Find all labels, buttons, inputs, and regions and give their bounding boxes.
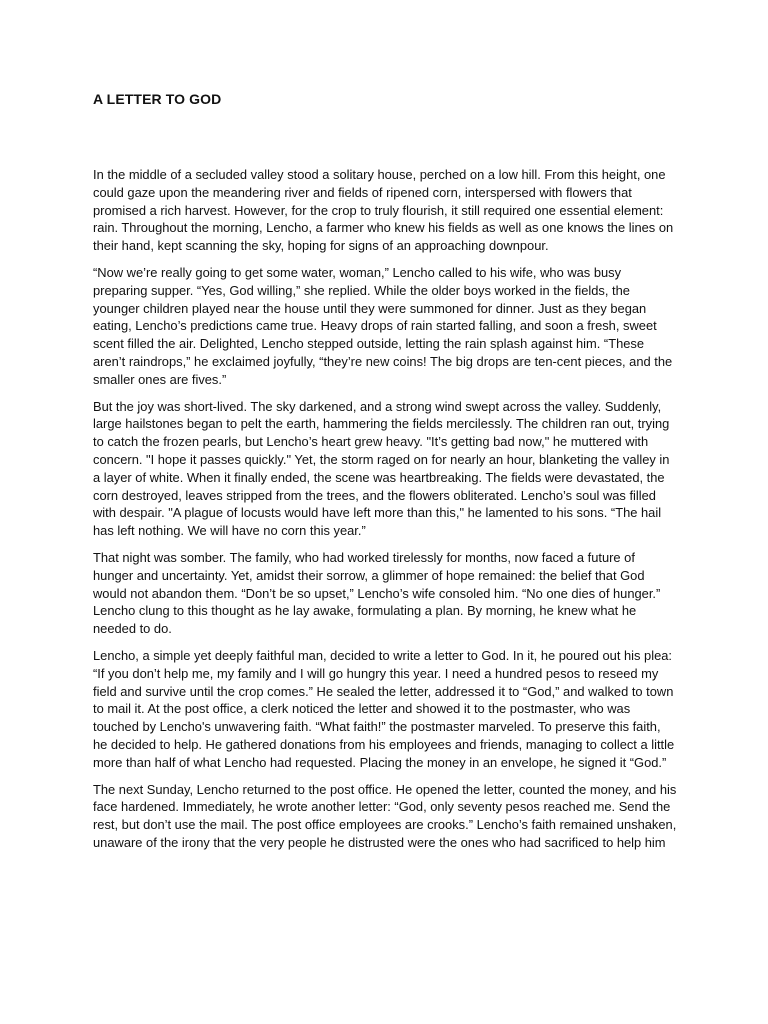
document-title: A LETTER TO GOD bbox=[93, 91, 222, 107]
paragraph-4: That night was somber. The family, who had worked tirelessly for months, now faced a future of hunger and uncertainty. Yet, amidst their sorrow, a glimmer of hope remained: the belief that God would not abandon them. “Don’t be so upset,” Lencho’s wife consoled him. “No one dies of hunger.” Lencho clung to this thought as he lay awake, formulating a plan. By morning, he knew what he needed to do. bbox=[93, 549, 661, 637]
paragraph-1: In the middle of a secluded valley stood a solitary house, perched on a low hill. From this height, one could gaze upon the meandering river and fields of ripened corn, interspersed with flowers that promised a rich harvest. However, for the crop to truly flourish, it still required one essential element: rain. Throughout the morning, Lencho, a farmer who knew his fields as well as one knows the lines on their hand, kept scanning the sky, hoping for signs of an approaching downpour. bbox=[93, 167, 674, 254]
document-body bbox=[93, 166, 678, 852]
paragraph-5: Lencho, a simple yet deeply faithful man, decided to write a letter to God. In it, he poured out his plea: “If you don’t help me, my family and I will go hungry this year. I need a hundred pesos to reseed my field and survive until the crop comes.” He sealed the letter, addressed it to “God,” and walked to town to mail it. At the post office, a clerk noticed the letter and showed it to the postmaster, who was touched by Lencho's unwavering faith. “What faith!” the postmaster marveled. To preserve this faith, he decided to help. He gathered donations from his employees and friends, managing to collect a little more than half of what Lencho had requested. Placing the money in an envelope, he signed it “God.” bbox=[93, 647, 675, 770]
paragraph-3: But the joy was short-lived. The sky darkened, and a strong wind swept across the valley. Suddenly, large hailstones began to pelt the earth, hammering the fields mercilessly. The children ran out, trying to catch the frozen pearls, but Lencho’s heart grew heavy. "It’s getting bad now," he muttered with concern. "I hope it passes quickly." Yet, the storm raged on for nearly an hour, blanketing the valley in a layer of white. When it finally ended, the scene was heartbreaking. The fields were devastated, the corn destroyed, leaves stripped from the trees, and the flowers obliterated. Lencho’s soul was filled with despair. "A plague of locusts would have left more than this," he lamented to his sons. “The hail has left nothing. We will have no corn this year.” bbox=[93, 398, 670, 539]
paragraph-6: The next Sunday, Lencho returned to the post office. He opened the letter, counted the money, and his face hardened. Immediately, he wrote another letter: “God, only seventy pesos reached me. Send the rest, but don’t use the mail. The post office employees are crooks.” Lencho’s faith remained unshaken, unaware of the irony that the very people he distrusted were the ones who had sacrificed to help him bbox=[93, 781, 677, 850]
paragraph-2: “Now we’re really going to get some water, woman,” Lencho called to his wife, who was busy preparing supper. “Yes, God willing,” she replied. While the older boys worked in the fields, the younger children played near the house until they were summoned for dinner. Just as they began eating, Lencho’s predictions came true. Heavy drops of rain started falling, and soon a fresh, sweet scent filled the air. Delighted, Lencho stepped outside, letting the rain splash against him. “These aren’t raindrops,” he exclaimed joyfully, “they’re new coins! The big drops are ten-cent pieces, and the smaller ones are fives.” bbox=[93, 264, 673, 387]
document-page bbox=[93, 90, 678, 861]
